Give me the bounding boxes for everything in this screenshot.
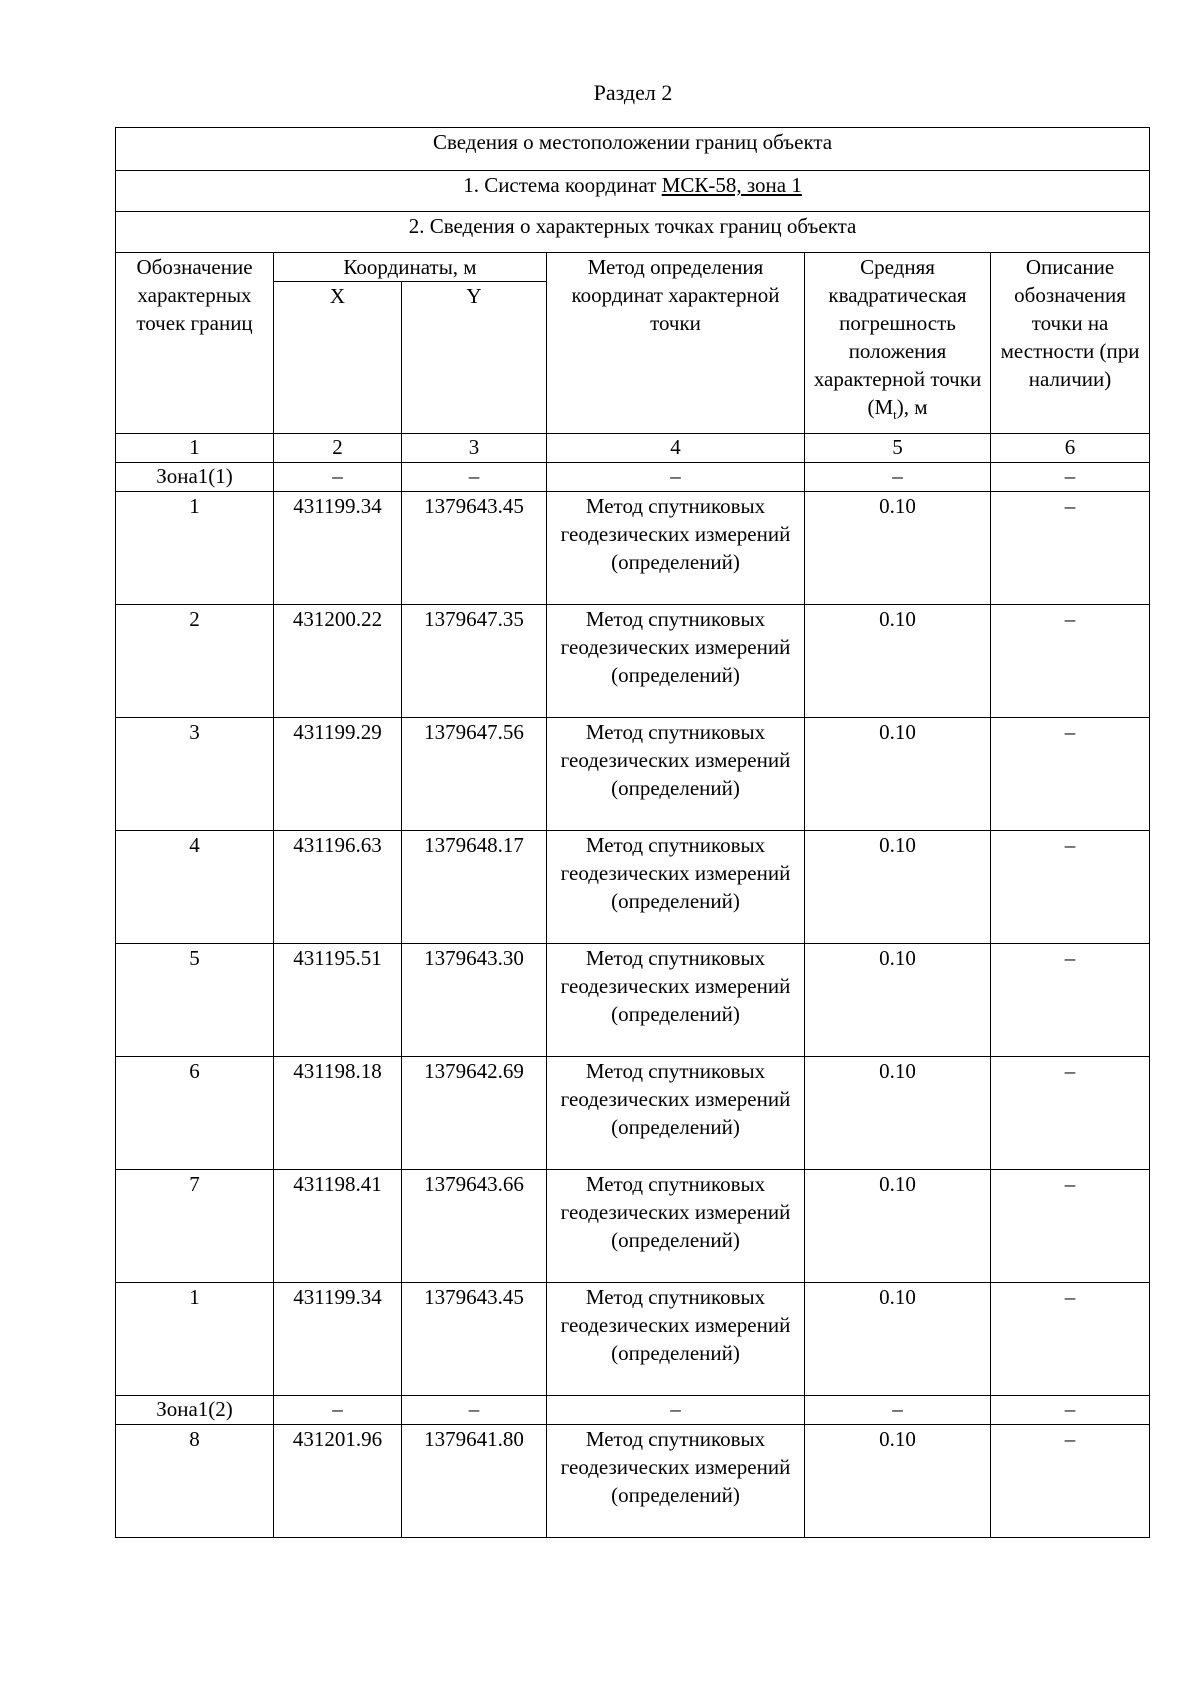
method: Метод спутниковых геодезических измерений (определений) — [547, 831, 805, 944]
mean-error: 0.10 — [805, 492, 991, 605]
header-point-designation: Обозначение характерных точек границ — [116, 253, 274, 434]
table-row — [116, 718, 1150, 831]
header-coordinates: Координаты, м — [274, 253, 547, 282]
mean-error: 0.10 — [805, 1170, 991, 1283]
coord-x: 431199.29 — [274, 718, 402, 831]
boundary-points-table — [115, 127, 1150, 1538]
coord-y: 1379642.69 — [402, 1057, 547, 1170]
table-row — [116, 1425, 1150, 1538]
point-number: 1 — [116, 1283, 274, 1396]
coord-system-value: МСК-58, зона 1 — [661, 173, 802, 197]
description: – — [991, 831, 1150, 944]
coord-x: 431195.51 — [274, 944, 402, 1057]
zone-cell: – — [991, 1396, 1150, 1425]
method: Метод спутниковых геодезических измерений (определений) — [547, 605, 805, 718]
mean-error: 0.10 — [805, 831, 991, 944]
coord-x: 431199.34 — [274, 492, 402, 605]
mean-error: 0.10 — [805, 944, 991, 1057]
method: Метод спутниковых геодезических измерений (определений) — [547, 492, 805, 605]
zone-cell: – — [274, 463, 402, 492]
zone-row — [116, 463, 1150, 492]
zone-label: Зона1(1) — [116, 463, 274, 492]
zone-cell: – — [805, 1396, 991, 1425]
zone-row — [116, 1396, 1150, 1425]
description: – — [991, 492, 1150, 605]
header-error: Средняя квадратическая погрешность положения характерной точки $(M_t)$, м — [805, 253, 991, 434]
zone-cell: – — [547, 1396, 805, 1425]
table-row — [116, 1170, 1150, 1283]
coord-system — [116, 171, 1150, 212]
description: – — [991, 1057, 1150, 1170]
col-number: 5 — [805, 434, 991, 463]
coord-y: 1379643.45 — [402, 1283, 547, 1396]
mean-error: 0.10 — [805, 605, 991, 718]
point-number: 2 — [116, 605, 274, 718]
coord-y: 1379647.56 — [402, 718, 547, 831]
point-number: 6 — [116, 1057, 274, 1170]
coord-y: 1379643.45 — [402, 492, 547, 605]
description: – — [991, 1425, 1150, 1538]
coord-x: 431200.22 — [274, 605, 402, 718]
table-title: Сведения о местоположении границ объекта — [116, 128, 1150, 171]
header-method: Метод определения координат характерной точки — [547, 253, 805, 434]
section-title: Раздел 2 — [593, 80, 673, 105]
coord-y: 1379647.35 — [402, 605, 547, 718]
col-number: 1 — [116, 434, 274, 463]
table-row — [116, 1283, 1150, 1396]
description: – — [991, 718, 1150, 831]
coord-x: 431196.63 — [274, 831, 402, 944]
coord-x: 431201.96 — [274, 1425, 402, 1538]
coord-x: 431199.34 — [274, 1283, 402, 1396]
description: – — [991, 1170, 1150, 1283]
method: Метод спутниковых геодезических измерений (определений) — [547, 1283, 805, 1396]
zone-cell: – — [991, 463, 1150, 492]
mean-error: 0.10 — [805, 718, 991, 831]
point-number: 7 — [116, 1170, 274, 1283]
coord-y: 1379643.30 — [402, 944, 547, 1057]
description: – — [991, 605, 1150, 718]
coord-y: 1379643.66 — [402, 1170, 547, 1283]
method: Метод спутниковых геодезических измерений (определений) — [547, 944, 805, 1057]
point-number: 4 — [116, 831, 274, 944]
mean-error: 0.10 — [805, 1283, 991, 1396]
point-number: 5 — [116, 944, 274, 1057]
mean-error: 0.10 — [805, 1425, 991, 1538]
header-x: X — [274, 282, 402, 434]
coord-system-label: 1. Система координат — [463, 173, 657, 197]
points-heading: 2. Сведения о характерных точках границ объекта — [116, 212, 1150, 253]
method: Метод спутниковых геодезических измерений (определений) — [547, 718, 805, 831]
coord-y: 1379648.17 — [402, 831, 547, 944]
point-number: 1 — [116, 492, 274, 605]
header-description: Описание обозначения точки на местности (при наличии) — [991, 253, 1150, 434]
zone-cell: – — [402, 1396, 547, 1425]
method: Метод спутниковых геодезических измерений (определений) — [547, 1425, 805, 1538]
point-number: 8 — [116, 1425, 274, 1538]
header-y: Y — [402, 282, 547, 434]
zone-cell: – — [402, 463, 547, 492]
coord-x: 431198.41 — [274, 1170, 402, 1283]
zone-label: Зона1(2) — [116, 1396, 274, 1425]
point-number: 3 — [116, 718, 274, 831]
table-row — [116, 1057, 1150, 1170]
description: – — [991, 944, 1150, 1057]
table-row — [116, 605, 1150, 718]
coord-y: 1379641.80 — [402, 1425, 547, 1538]
zone-cell: – — [805, 463, 991, 492]
col-number: 6 — [991, 434, 1150, 463]
col-number: 2 — [274, 434, 402, 463]
description: – — [991, 1283, 1150, 1396]
coord-x: 431198.18 — [274, 1057, 402, 1170]
method: Метод спутниковых геодезических измерений (определений) — [547, 1057, 805, 1170]
table-row — [116, 944, 1150, 1057]
method: Метод спутниковых геодезических измерений (определений) — [547, 1170, 805, 1283]
table-row — [116, 492, 1150, 605]
col-number: 3 — [402, 434, 547, 463]
col-number: 4 — [547, 434, 805, 463]
table-row — [116, 831, 1150, 944]
mean-error: 0.10 — [805, 1057, 991, 1170]
zone-cell: – — [547, 463, 805, 492]
zone-cell: – — [274, 1396, 402, 1425]
